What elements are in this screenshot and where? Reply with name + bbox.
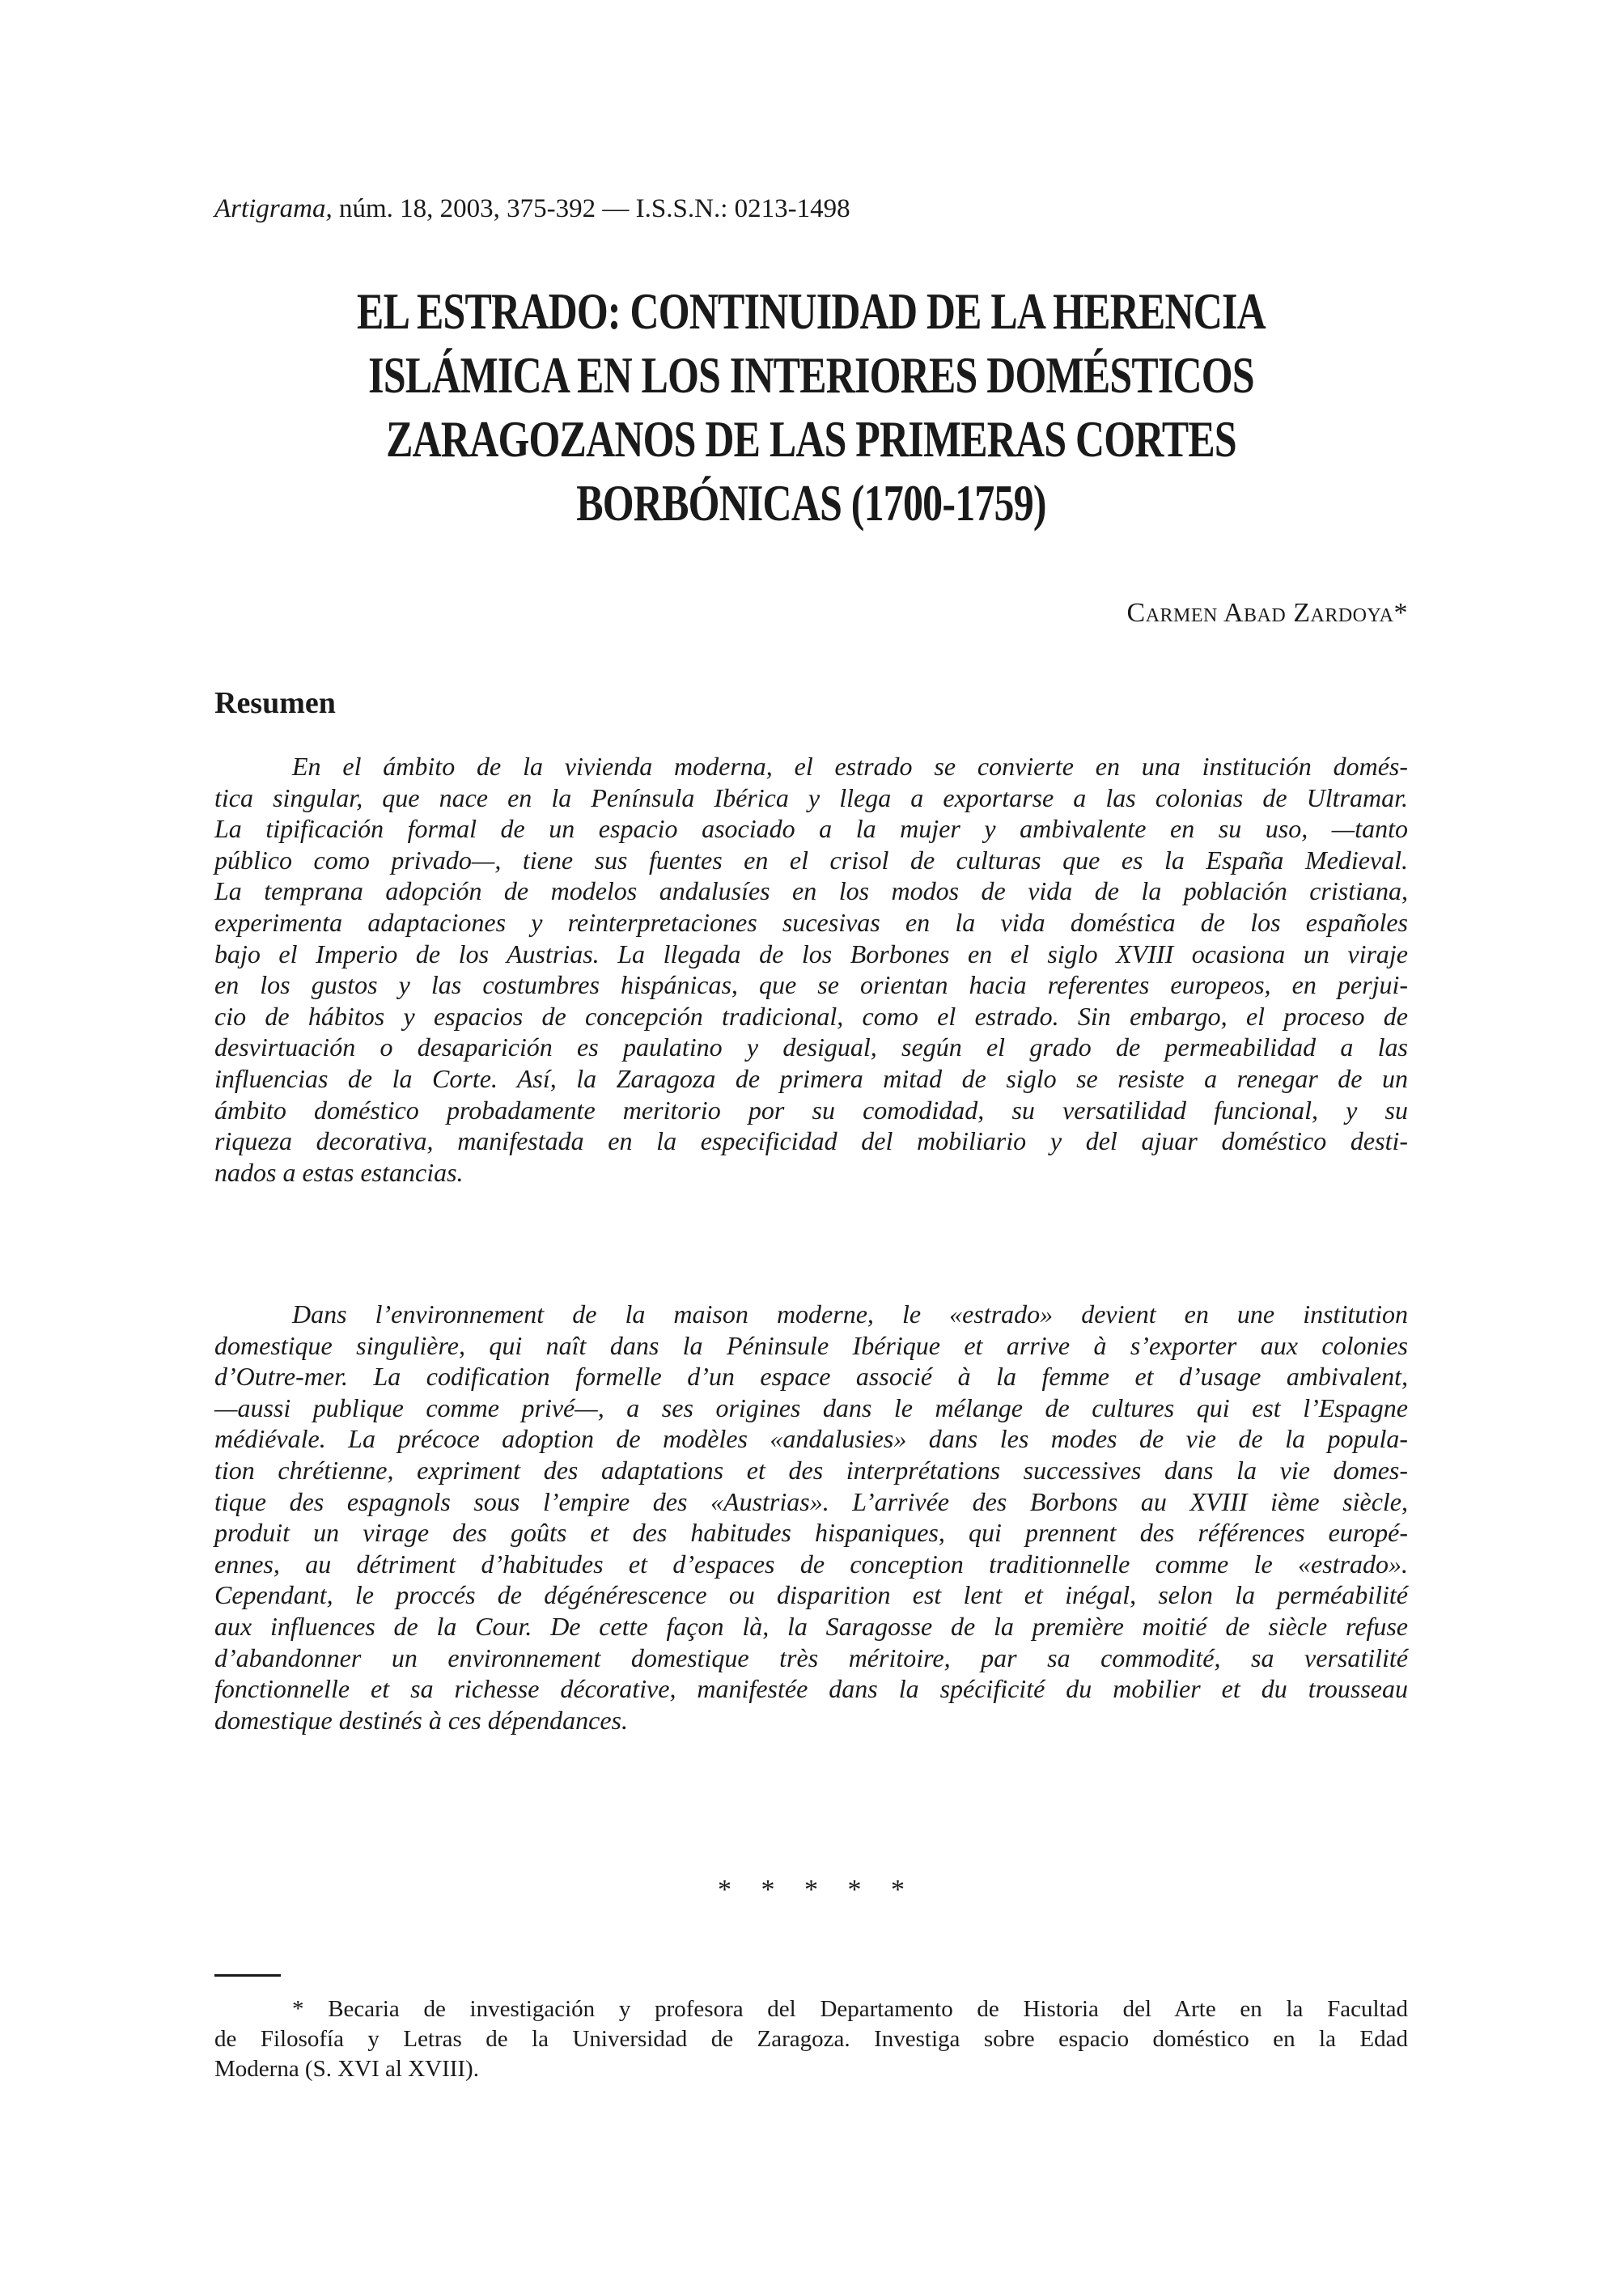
footnote-line: * Becaria de investigación y profesora del Departamento de Historia del Arte en la Facultad <box>292 1996 1408 2022</box>
abstract-line: domestique destinés à ces dépendances. <box>214 1705 628 1735</box>
article-title <box>346 279 1277 535</box>
abstract-line: d’Outre-mer. La codification formelle d’un espace associé à la femme et d’usage ambivalent, <box>214 1362 1408 1392</box>
abstract-line: —aussi publique comme privé—, a ses origines dans le mélange de cultures qui est l’Espagne <box>214 1392 1408 1422</box>
abstract-line: tion chrétienne, expriment des adaptations et des interprétations successives dans la vie domes- <box>214 1455 1408 1485</box>
abstract-line: influencias de la Corte. Así, la Zaragoza de primera mitad de siglo se resiste a renegar de un <box>214 1063 1408 1093</box>
abstract-line: cio de hábitos y espacios de concepción tradicional, como el estrado. Sin embargo, el proceso de <box>214 1001 1408 1031</box>
abstract-line: experimenta adaptaciones y reinterpretaciones sucesivas en la vida doméstica de los españoles <box>214 907 1408 937</box>
journal-details: núm. 18, 2003, 375-392 — I.S.S.N.: 0213-1498 <box>332 194 850 223</box>
abstract-line: nados a estas estancias. <box>214 1157 464 1187</box>
abstract-line: aux influences de la Cour. De cette façon là, la Saragosse de la première moitié de siècle refuse <box>214 1611 1408 1641</box>
abstract-line: en los gustos y las costumbres hispánicas, que se orientan hacia referentes europeos, en perjui- <box>214 970 1408 1000</box>
footnote-mark: * <box>1393 598 1408 628</box>
title-line: ZARAGOZANOS DE LAS PRIMERAS CORTES <box>386 410 1236 468</box>
title-line: ISLÁMICA EN LOS INTERIORES DOMÉSTICOS <box>368 346 1254 404</box>
footnote-divider <box>214 1974 281 1977</box>
abstract-line: La temprana adopción de modelos andalusíes en los modos de vida de la población cristiana, <box>214 876 1408 906</box>
abstract-line: d’abandonner un environnement domestique très méritoire, par sa commodité, sa versatilité <box>214 1642 1408 1672</box>
abstract-heading: Resumen <box>214 686 336 720</box>
section-separator: * * * * * <box>718 1875 905 1905</box>
running-head <box>214 193 850 225</box>
journal-name: Artigrama, <box>214 194 333 223</box>
abstract-line: ámbito doméstico probadamente meritorio por su comodidad, su versatilidad funcional, y su <box>214 1095 1408 1125</box>
abstract-line: domestique singulière, qui naît dans la Péninsule Ibérique et arrive à s’exporter aux colonies <box>214 1330 1408 1360</box>
footnote-line: de Filosofía y Letras de la Universidad de Zaragoza. Investiga sobre espacio doméstico en la Edad <box>214 2026 1408 2052</box>
abstract-line: ennes, au détriment d’habitudes et d’espaces de conception traditionnelle comme le «estrado». <box>214 1549 1408 1579</box>
abstract-line: La tipificación formal de un espacio asociado a la mujer y ambivalente en su uso, —tanto <box>214 814 1408 844</box>
footnote <box>214 1994 1408 2084</box>
abstract-line: tica singular, que nace en la Península Ibérica y llega a exportarse a las colonias de Ultramar. <box>214 782 1408 812</box>
abstract-line: bajo el Imperio de los Austrias. La llegada de los Borbones en el siglo XVIII ocasiona un viraje <box>214 939 1408 968</box>
footnote-line: Moderna (S. XVI al XVIII). <box>214 2056 479 2082</box>
abstract-line: produit un virage des goûts et des habitudes hispaniques, qui prennent des références europé- <box>214 1518 1408 1548</box>
abstract-line: médiévale. La précoce adoption de modèles «andalusies» dans les modes de vie de la popula- <box>214 1424 1408 1454</box>
author-byline <box>1127 597 1408 629</box>
title-line: EL ESTRADO: CONTINUIDAD DE LA HERENCIA <box>357 282 1266 340</box>
abstract-line: riqueza decorativa, manifestada en la especificidad del mobiliario y del ajuar doméstico desti- <box>214 1126 1408 1156</box>
abstract-line: Dans l’environnement de la maison moderne, le «estrado» devient en une institution <box>292 1299 1408 1329</box>
abstract-french <box>214 1299 1408 1736</box>
abstract-line: fonctionnelle et sa richesse décorative, manifestée dans la spécificité du mobilier et du trousseau <box>214 1674 1408 1704</box>
abstract-line: tique des espagnols sous l’empire des «Austrias». L’arrivée des Borbons au XVIII ième siècle, <box>214 1486 1408 1516</box>
title-line: BORBÓNICAS (1700-1759) <box>576 474 1046 532</box>
abstract-line: En el ámbito de la vivienda moderna, el estrado se convierte en una institución domés- <box>292 752 1408 781</box>
abstract-line: desvirtuación o desaparición es paulatino y desigual, según el grado de permeabilidad a las <box>214 1032 1408 1062</box>
abstract-line: Cependant, le proccés de dégénérescence ou disparition est lent et inégal, selon la perméabilité <box>214 1580 1408 1610</box>
author-name: Carmen Abad Zardoya <box>1126 598 1394 628</box>
abstract-line: público como privado—, tiene sus fuentes en el crisol de culturas que es la España Medieval. <box>214 845 1408 875</box>
abstract-spanish <box>214 751 1408 1188</box>
